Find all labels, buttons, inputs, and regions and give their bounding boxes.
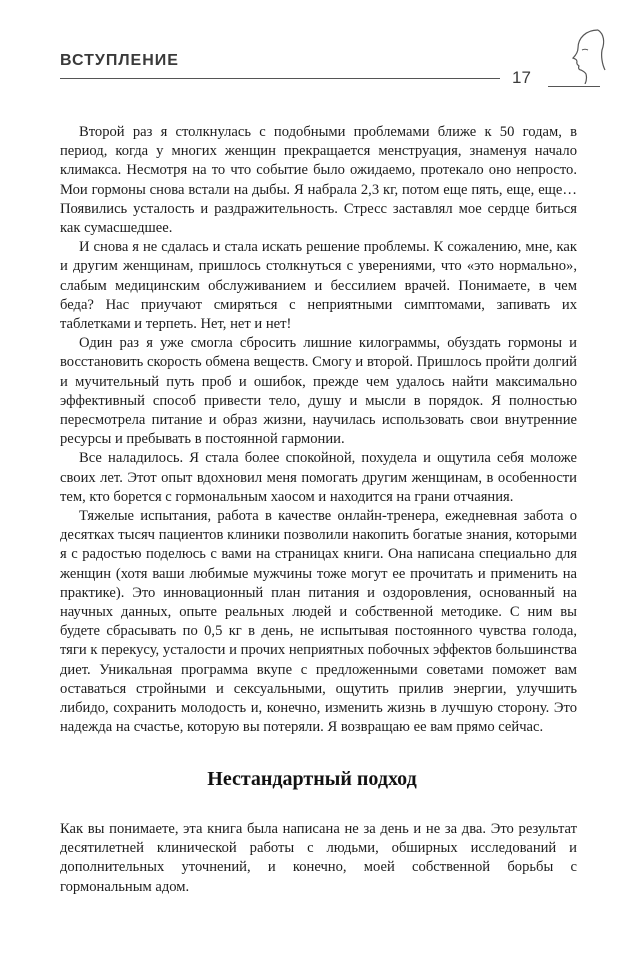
paragraph: Один раз я уже смогла сбросить лишние килограммы, обуздать гормоны и восстановить скорость обмена веществ. Смогу и второй. Пришлось пройти долгий и мучительный путь проб и ошибок, прежде чем удалось найти максимально эффективный способ привести тело, душу и мысли в порядок. Я полностью пересмотрела питание и образ жизни, научилась использовать свои внутренние ресурсы и пребывать в постоянной гармонии. xyxy=(60,335,577,448)
section-heading: Нестандартный подход xyxy=(207,768,417,790)
paragraph: Как вы понимаете, эта книга была написана не за день и не за два. Это результат десятилетней клинической работы с людьми, обширных исследований и дополнительных уточнений, и конечно, моей собственной борьбы с гормональным адом. xyxy=(60,821,577,895)
page-number: 17 xyxy=(512,68,531,87)
woman-face-line-icon xyxy=(568,28,606,84)
header-rule xyxy=(60,78,500,79)
paragraph: Тяжелые испытания, работа в качестве онлайн-тренера, ежедневная забота о десятках тысяч пациентов клиники позволили накопить богатые знания, которыми я с радостью поделюсь с вами на страницах книги. Она написана специально для женщин (хотя ваши любимые мужчины тоже могут ее прочитать и применить на практике). Это инновационный план питания и оздоровления, основанный на научных данных, опыте реальных людей и собственной методике. С ним вы будете сбрасывать по 0,5 кг в день, не испытывая постоянного чувства голода, тяги к перекусу, усталости и прочих неприятных побочных эффектов большинства диет. Уникальная программа вкупе с предложенными советами поможет вам оставаться стройными и сексуальными, ощутить прилив энергии, улучшить либидо, сохранить молодость и, конечно, изменить жизнь в лучшую сторону. Это надежда на счастье, которую вы потеряли. Я возвращаю ее вам прямо сейчас. xyxy=(60,508,577,736)
page-number-rule xyxy=(548,86,600,87)
chapter-title: ВСТУПЛЕНИЕ xyxy=(60,52,179,69)
section-text xyxy=(60,820,577,897)
paragraph: Второй раз я столкнулась с подобными проблемами ближе к 50 годам, в период, когда у многих женщин прекращается менструация, знаменуя начало климакса. Несмотря на то что событие было ожидаемо, протекало оно непросто. Мои гормоны снова встали на дыбы. Я набрала 2,3 кг, потом еще пять, еще, еще… Появились усталость и раздражительность. Стресс заставлял мое сердце биться как сумасшедшее. xyxy=(60,124,577,237)
paragraph: Все наладилось. Я стала более спокойной, похудела и ощутила себя моложе своих лет. Этот опыт вдохновил меня помогать другим женщинам, в особенности тем, кто борется с гормональным хаосом и находится на грани отчаяния. xyxy=(60,450,577,505)
main-text xyxy=(60,123,577,738)
paragraph: И снова я не сдалась и стала искать решение проблемы. К сожалению, мне, как и другим женщинам, пришлось столкнуться с уверениями, что «это нормально», слабым медицинским обслуживанием и бессилием врачей. Понимаете, в чем беда? Нас приучают смиряться с неприятными симптомами, запивать их таблетками и терпеть. Нет, нет и нет! xyxy=(60,239,577,333)
